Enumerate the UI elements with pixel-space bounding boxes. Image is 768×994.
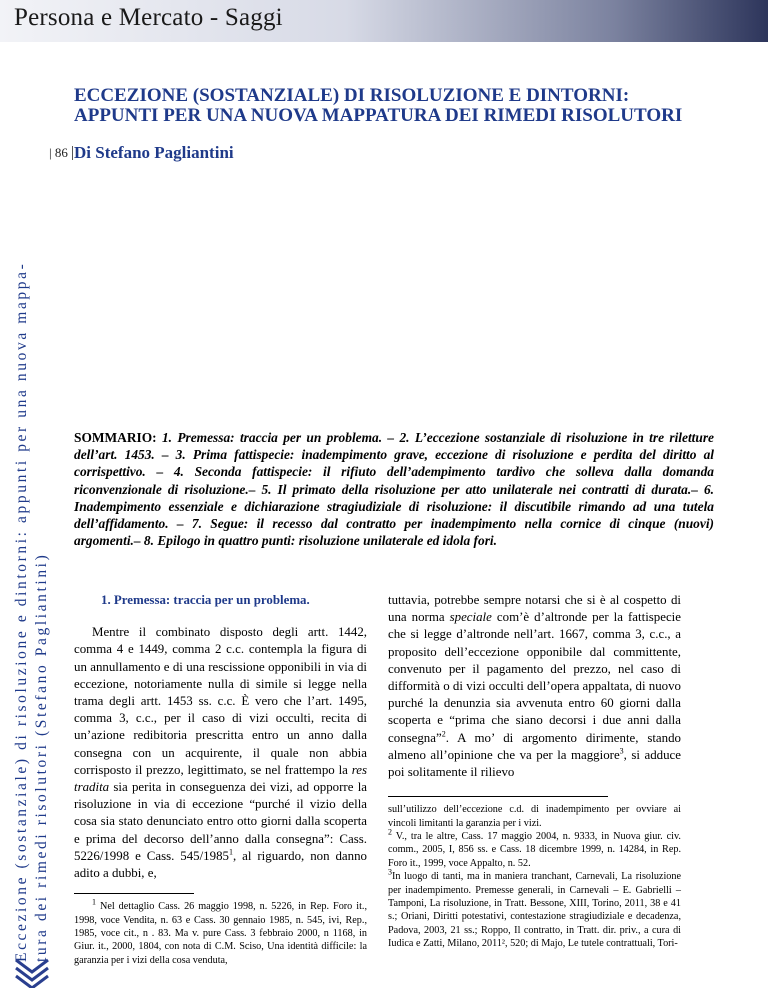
right-column — [388, 592, 681, 951]
summary-label: SOMMARIO: — [74, 430, 162, 445]
running-title-line-1: Eccezione (sostanziale) di risoluzione e dintorni: appunti per una nuova mappa- — [13, 261, 30, 962]
footnote-ref[interactable]: 3 — [619, 746, 624, 756]
body-paragraph: Mentre il combinato disposto degli artt. 1442, comma 4 e 1449, comma 2 c.c. contempla la figura di un annullamento e di una rescissione opponibili in via di eccezione, notoriamente nulla di simile si legge nella trama degli artt. 1453 ss. c.c. È vero che l’art. 1495, comma 3, c.c., per il caso di vizi occulti, recita di un’azione redibitoria prescritta entro un anno dalla consegna con un acquirente, il quale non abbia corrisposto il prezzo, legittimato, se nel frattempo la res tradita sia perita in conseguenza dei vizi, ad opporre la risoluzione in via di eccezione “purché il vizio della cosa sia stato denunciato entro otto giorni dalla scoperta e prima del decorso dell’anno dalla consegna”: Cass. 5226/1998 e Cass. 545/1985$^1$, al riguardo, non danno adito a dubbi, e, — [74, 625, 367, 881]
running-title — [12, 122, 52, 962]
summary-text: 1. Premessa: traccia per un problema. – 2. L’eccezione sostanziale di risoluzione in tre riletture dell’art. 1453. – 3. Prima fattispecie: inadempimento grave, eccezione di risoluzione e perdita del diritto al corrispettivo. – 4. Seconda fattispecie: il rifiuto dell’adempimento tardivo che solleva dalla domanda riconvenzionale di risoluzione.– 5. Il primato della risoluzione per atto unilaterale nei contratti di durata.– 6. Inadempimento essenziale e dichiarazione stragiudiziale di risoluzione: il discutibile rimando ad una tutela dell’affidamento. – 7. Segue: il recesso dal contratto per inadempimento nella cornice di cinque (nuovi) argomenti.– 8. Epilogo in quattro punti: risoluzione unilaterale ed idola fori. — [74, 430, 714, 549]
summary — [74, 429, 714, 549]
running-title-line-2: tura dei rimedi risolutori (Stefano Pagliantini) — [33, 552, 50, 962]
body-paragraph: tuttavia, potrebbe sempre notarsi che si è al cospetto di una norma speciale com’è d’altronde per la fattispecie che si legge d’altronde nell’art. 1667, comma 3, c.c., a proposito dell’eccezione opponibile dal committente, convenuto per il pagamento del prezzo, nel caso di difformità o di vizi occulti dell’opera appaltata, di nuovo purché la denunzia sia avvenuta entro 60 giorni dalla scoperta e “prima che siano decorsi i due anni dalla consegna”$^2$. A mo’ di argomento dirimente, stando almeno all’opinione che va per la maggiore$^3$, si adduce poi solitamente il rilievo — [388, 593, 681, 780]
footnote-divider — [74, 893, 194, 894]
footnote-1: $^1$ Nel dettaglio Cass. 26 maggio 1998, n. 5226, in Rep. Foro it., 1998, voce Vendita, n. 63 e Cass. 30 gennaio 1985, n. 545, ivi, Rep., 1985, voce cit., n . 83. Ma v. pure Cass. 3 febbraio 2000, n 1168, in Giur. it., 2000, 1804, con nota di C.M. Sciso, Una identità difficile: la garanzia per i vizi della cosa venduta, — [74, 897, 368, 966]
article-author: Di Stefano Pagliantini — [74, 143, 234, 162]
left-column — [74, 592, 367, 967]
footnote-divider — [388, 796, 608, 797]
article-title: ECCEZIONE (SOSTANZIALE) DI RISOLUZIONE E DINTORNI: APPUNTI PER UNA NUOVA MAPPATURA DEI RIMEDI RISOLUTORI — [74, 85, 683, 126]
footnote-ref[interactable]: 2 — [441, 729, 446, 739]
section-heading: 1. Premessa: traccia per un problema. — [101, 593, 310, 607]
page-number: | 86 — [49, 146, 73, 160]
footnote-2: $^2$ V., tra le altre, Cass. 17 maggio 2004, n. 9333, in Nuova giur. civ. comm., 2005, I, 856 ss. e Cass. 18 dicembre 1999, n. 14284, in Rep. Foro it., 1999, voce Appalto, n. 52. — [388, 827, 681, 869]
footnote-3: $^3$In luogo di tanti, ma in maniera tranchant, Carnevali, La risoluzione per inadempimento. Premesse generali, in Carnevali – E. Gabrielli – Tamponi, La risoluzione, in Tratt. Bessone, XIII, Torino, 2011, 38 e 41 s.; Oriani, Diritti potestativi, contestazione stragiudiziale e decadenza, Padova, 2003, 21 ss.; Roppo, Il contratto, in Tratt. dir. priv., a cura di Iudica e Zatti, Milano, 2011², 520; di Majo, Le tutele contrattuali, Tori- — [388, 867, 681, 950]
footnote-continuation: sull’utilizzo dell’eccezione c.d. di inadempimento per ovviare ai vincoli limitanti la garanzia per i vizi. — [388, 804, 681, 829]
double-chevron-down-icon — [14, 958, 50, 993]
journal-header: Persona e Mercato - Saggi — [14, 4, 283, 31]
footnote-ref[interactable]: 1 — [228, 847, 233, 857]
header-band — [0, 0, 768, 42]
